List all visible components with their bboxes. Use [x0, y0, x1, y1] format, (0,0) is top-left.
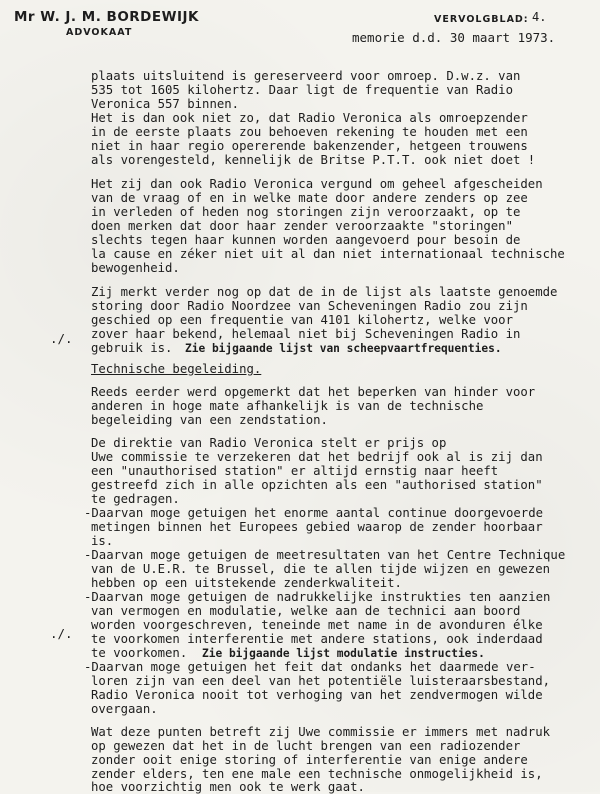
text-line: gestreefd zich in alle opzichten als een "authorised station" [91, 478, 543, 492]
text-line: 535 tot 1605 kilohertz. Daar ligt de frequentie van Radio [91, 83, 513, 97]
text-line: een "unauthorised station" er altijd ernstig naar heeft [91, 464, 499, 478]
enclosure-note: Zie bijgaande lijst van scheepvaartfrequenties. [185, 342, 502, 355]
text-line: Reeds eerder werd opgemerkt dat het beperken van hinder voor [91, 385, 536, 399]
lawyer-name: Mr W. J. M. BORDEWIJK [14, 9, 200, 25]
text-line: plaats uitsluitend is gereserveerd voor omroep. D.w.z. van [91, 69, 521, 83]
text-line: in verleden of heden nog storingen zijn veroorzaakt, op te [91, 205, 521, 219]
text-line: als vorengesteld, kennelijk de Britse P.T.T. ook niet doet ! [91, 153, 536, 167]
continuation-label: VERVOLGBLAD: [434, 14, 529, 25]
text-line: begeleiding van een zendstation. [91, 413, 328, 427]
text-line: gebruik is. [91, 341, 173, 355]
text-line: te voorkomen interferentie met andere stations, ook inderdaad [91, 632, 543, 646]
text-line: in de eerste plaats zou behoeven rekening te houden met een [91, 125, 528, 139]
text-line: Zij merkt verder nog op dat de in de lijst als laatste genoemde [91, 285, 558, 299]
text-line: is. [91, 534, 114, 548]
lawyer-title: ADVOKAAT [66, 27, 133, 38]
text-line: De direktie van Radio Veronica stelt er prijs op [91, 436, 447, 450]
text-line: storing door Radio Noordzee van Scheveningen Radio zou zijn [91, 299, 528, 313]
text-line: Radio Veronica nooit tot verhoging van het zendvermogen wilde [91, 688, 543, 702]
text-line: hoe voorzichtig men ook te werk gaat. [91, 780, 365, 794]
text-line: -Daarvan moge getuigen de nadrukkelijke instrukties ten aanzien [84, 590, 551, 604]
text-line: -Daarvan moge getuigen het feit dat ondanks het daarmede ver- [84, 660, 536, 674]
text-line: te voorkomen. [91, 646, 188, 660]
text-line: Het is dan ook niet zo, dat Radio Veronica als omroepzender [91, 111, 528, 125]
text-line: zonder ooit enige storing of interferentie van enige andere [91, 753, 528, 767]
margin-mark: ./. [50, 331, 73, 346]
text-line: niet in haar regio opererende bakenzender, hetgeen trouwens [91, 139, 528, 153]
text-line: -Daarvan moge getuigen het enorme aantal continue doorgevoerde [84, 506, 544, 520]
text-line: anderen in hoge mate afhankelijk is van de technische [91, 399, 484, 413]
text-line: Veronica 557 binnen. [91, 97, 240, 111]
memo-date: memorie d.d. 30 maart 1973. [352, 30, 556, 45]
text-line: te gedragen. [91, 492, 180, 506]
text-line: overgaan. [91, 702, 158, 716]
page-number: 4. [532, 10, 547, 24]
text-line: la cause en zéker niet uit al dan niet internationaal technische [91, 247, 565, 261]
text-line: op gewezen dat het in de lucht brengen van een radiozender [91, 739, 521, 753]
text-line: slechts tegen haar kunnen worden aangevoerd pour besoin de [91, 233, 521, 247]
text-line: loren zijn van een deel van het potentiële luisteraarsbestand, [91, 674, 551, 688]
text-line: doen merken dat door haar zender veroorzaakte "storingen" [91, 219, 513, 233]
text-line: worden voorgeschreven, teneinde met name in de avonduren élke [91, 618, 543, 632]
text-line: -Daarvan moge getuigen de meetresultaten van het Centre Technique [84, 548, 566, 562]
text-line: Wat deze punten betreft zij Uwe commissie er immers met nadruk [91, 725, 551, 739]
text-line: metingen binnen het Europees gebied waarop de zender hoorbaar [91, 520, 543, 534]
text-line: van de U.E.R. te Brussel, die te allen tijde wijzen en gewezen [91, 562, 551, 576]
text-line: van de vraag of en in welke mate door andere zenders op zee [91, 191, 528, 205]
text-line: zender elders, ten ene male een technische onmogelijkheid is, [91, 767, 543, 781]
text-line: geschied op een frequentie van 4101 kilohertz, welke voor [91, 313, 513, 327]
section-heading: Technische begeleiding. [91, 362, 262, 376]
text-line: Het zij dan ook Radio Veronica vergund om geheel afgescheiden [91, 177, 543, 191]
margin-mark: ./. [50, 626, 73, 641]
text-line: van vermogen en modulatie, welke aan de technici aan boord [91, 604, 521, 618]
text-line: zover haar bekend, helemaal niet bij Scheveningen Radio in [91, 327, 521, 341]
enclosure-note: Zie bijgaande lijst modulatie instructies. [202, 647, 485, 660]
text-line: hebben op een uitstekende zenderkwaliteit. [91, 576, 402, 590]
text-line: bewogenheid. [91, 261, 180, 275]
text-line: Uwe commissie te verzekeren dat het bedrijf ook al is zij dan [91, 450, 543, 464]
